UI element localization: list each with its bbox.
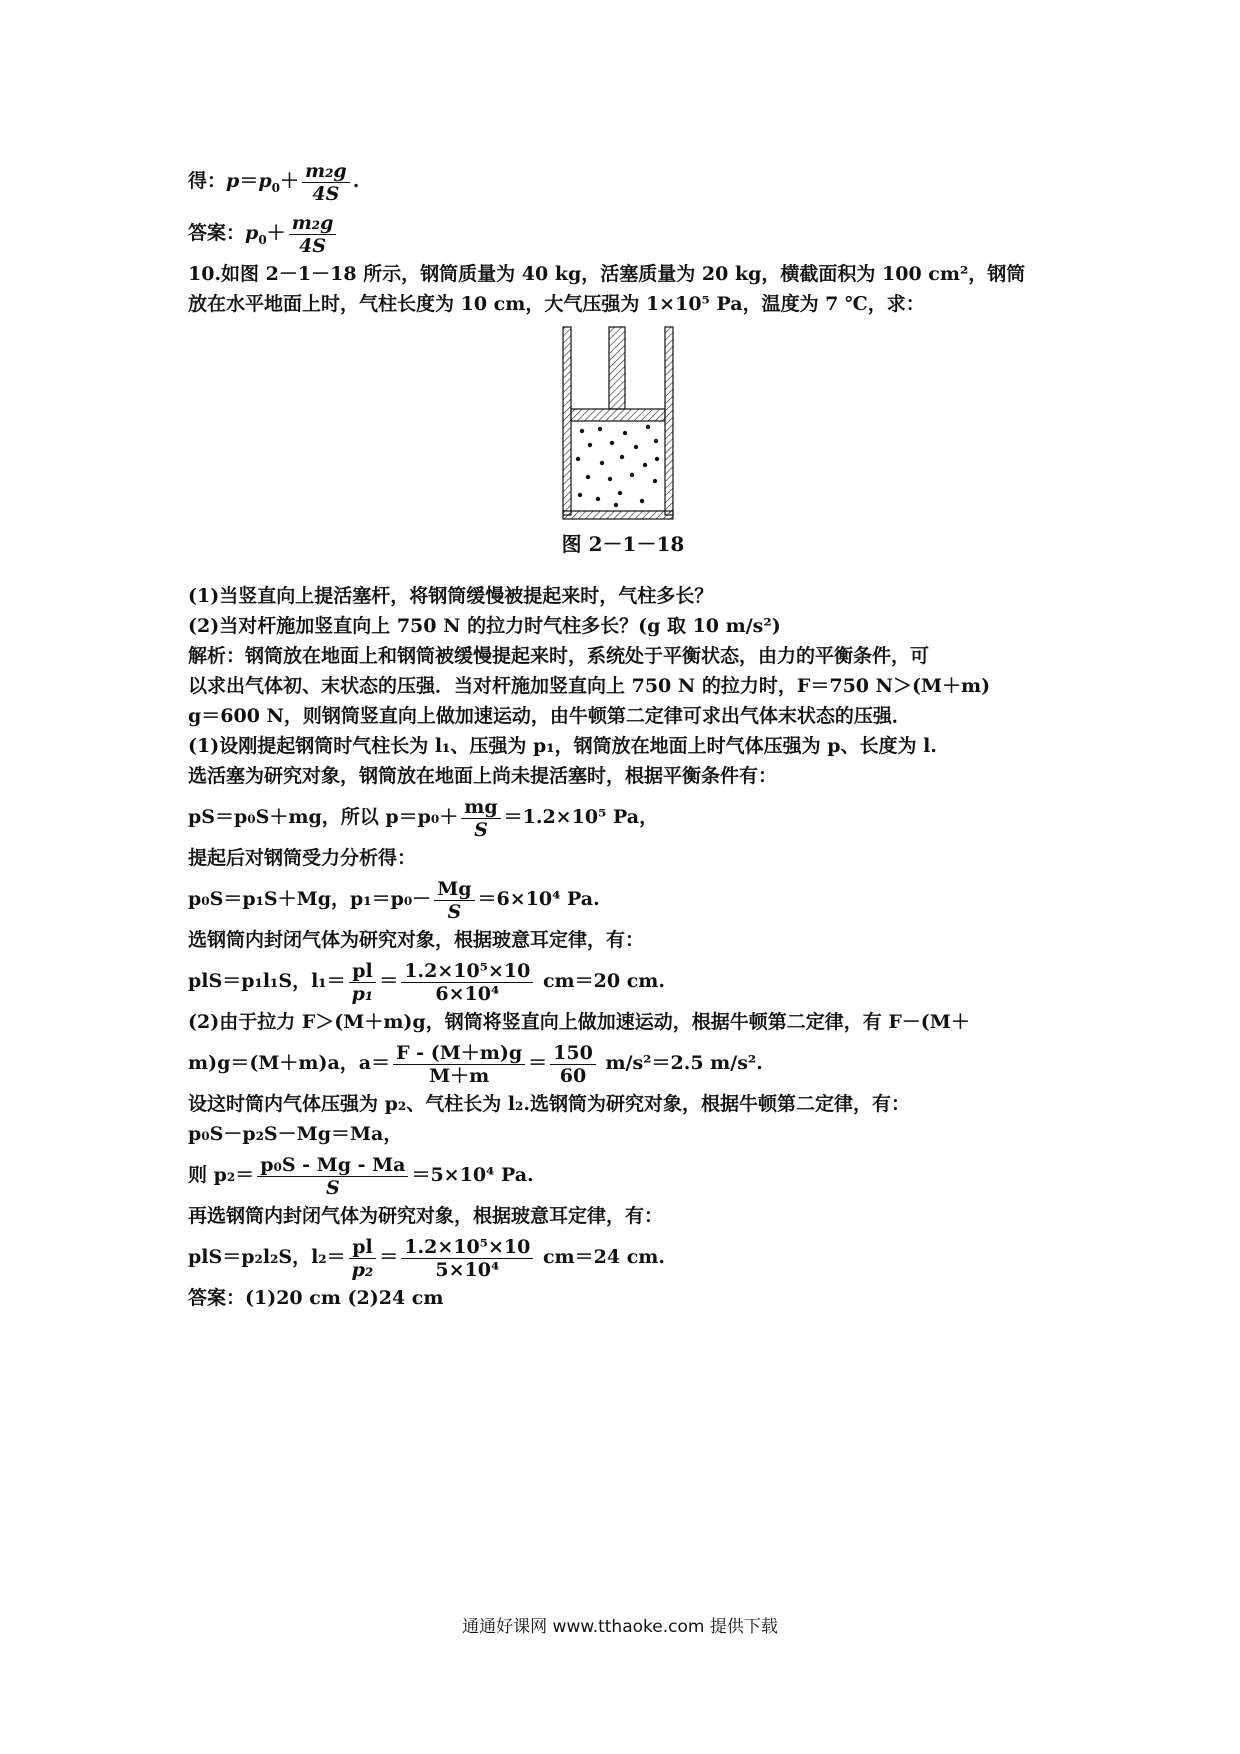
numerator: pl <box>349 1236 377 1259</box>
equation-1 <box>188 791 1058 843</box>
equation-5 <box>188 1149 1058 1201</box>
denominator: 4S <box>299 234 327 257</box>
analysis-line-6: 提起后对钢筒受力分析得： <box>188 847 417 869</box>
numerator: p₀S - Mg - Ma <box>257 1154 408 1177</box>
eq6-right: cm＝24 cm. <box>536 1246 666 1268</box>
cylinder-left-wall <box>563 327 571 515</box>
denominator: 6×10⁴ <box>435 982 500 1005</box>
result-prefix: 得： <box>188 170 227 192</box>
plus: ＋ <box>279 170 299 192</box>
fraction <box>550 1042 596 1087</box>
var-p: p <box>226 170 240 192</box>
eq3-left: plS＝p₁l₁S，l₁＝ <box>188 970 346 992</box>
sub-question-2: (2)当对杆施加竖直向上 750 N 的拉力时气柱多长？(g 取 10 m/s²) <box>188 615 781 637</box>
analysis-line-9: 设这时筒内气体压强为 p₂、气柱长为 l₂.选钢筒为研究对象，根据牛顿第二定律，有： <box>188 1093 910 1115</box>
analysis-line-8: (2)由于拉力 F＞(M＋m)g，钢筒将竖直向上做加速运动，根据牛顿第二定律，有 F－(M＋ <box>188 1011 970 1033</box>
fraction <box>349 960 377 1005</box>
equation-3 <box>188 955 1058 1007</box>
denominator: p₂ <box>351 1258 374 1281</box>
analysis-line-4: (1)设刚提起钢筒时气柱长为 l₁、压强为 p₁，钢筒放在地面上时气体压强为 p、长度为 l. <box>188 735 937 757</box>
fraction <box>289 212 337 257</box>
eq1-right: ＝1.2×10⁵ Pa， <box>503 806 659 828</box>
cylinder-diagram <box>0 319 1240 525</box>
fraction <box>257 1154 408 1199</box>
denominator: M＋m <box>429 1064 490 1087</box>
figure-caption: 图 2－1－18 <box>561 532 685 556</box>
eq2-right: ＝6×10⁴ Pa. <box>477 888 600 910</box>
final-answer: 答案：(1)20 cm (2)24 cm <box>188 1287 444 1309</box>
analysis-line-2: 以求出气体初、末状态的压强．当对杆施加竖直向上 750 N 的拉力时，F＝750 N＞(M＋m) <box>188 675 991 697</box>
numerator: m₂g <box>289 212 337 235</box>
denominator: 4S <box>312 182 340 205</box>
analysis-line-11: 再选钢筒内封闭气体为研究对象，根据玻意耳定律，有： <box>188 1205 664 1227</box>
subscript: 0 <box>258 232 267 247</box>
numerator: mg <box>461 796 500 819</box>
gas-molecules <box>576 425 659 507</box>
sub-question-1: (1)当竖直向上提活塞杆，将钢筒缓慢被提起来时，气柱多长？ <box>188 585 714 607</box>
var-p0: p <box>245 222 259 244</box>
equation-6 <box>188 1231 1058 1283</box>
numerator: m₂g <box>302 160 350 183</box>
eq1-left: pS＝p₀S＋mg，所以 p＝p₀＋ <box>188 806 459 828</box>
answer-line <box>188 207 1058 259</box>
analysis-line-3: g＝600 N，则钢筒竖直向上做加速运动，由牛顿第二定律可求出气体末状态的压强． <box>188 705 911 727</box>
equals: ＝ <box>239 170 259 192</box>
period: . <box>352 170 360 192</box>
numerator: 1.2×10⁵×10 <box>401 960 533 983</box>
denominator: S <box>474 818 488 841</box>
equation-2 <box>188 873 1058 925</box>
cylinder-right-wall <box>665 327 673 515</box>
eq5-right: ＝5×10⁴ Pa. <box>411 1164 534 1186</box>
result-line <box>188 155 1058 207</box>
cylinder-figure <box>0 319 1240 559</box>
equals: ＝ <box>528 1052 548 1074</box>
equals: ＝ <box>379 970 399 992</box>
var-p0: p <box>258 170 272 192</box>
numerator: pl <box>349 960 377 983</box>
fraction <box>393 1042 525 1087</box>
equation-4 <box>188 1037 1058 1089</box>
eq6-left: plS＝p₂l₂S，l₂＝ <box>188 1246 346 1268</box>
cylinder-bottom <box>563 511 673 519</box>
analysis-line-10: p₀S－p₂S－Mg＝Ma， <box>188 1123 403 1145</box>
question-line-2: 放在水平地面上时，气柱长度为 10 cm，大气压强为 1×10⁵ Pa，温度为 7 ℃，求： <box>188 293 925 315</box>
plus: ＋ <box>266 222 286 244</box>
eq2-left: p₀S＝p₁S＋Mg，p₁＝p₀－ <box>188 888 432 910</box>
fraction <box>461 796 500 841</box>
eq4-right: m/s²＝2.5 m/s². <box>598 1052 763 1074</box>
fraction <box>434 878 474 923</box>
eq4-left: m)g＝(M＋m)a，a＝ <box>188 1052 391 1074</box>
eq3-right: cm＝20 cm. <box>536 970 666 992</box>
eq5-left: 则 p₂＝ <box>188 1164 255 1186</box>
document-body <box>188 155 1058 1313</box>
denominator: 5×10⁴ <box>435 1258 500 1281</box>
denominator: S <box>447 900 462 923</box>
numerator: 150 <box>550 1042 596 1065</box>
denominator: 60 <box>559 1064 587 1087</box>
piston-rod <box>609 327 625 409</box>
subscript: 0 <box>271 180 280 195</box>
page-footer: 通通好课网 www.tthaoke.com 提供下载 <box>462 1617 778 1637</box>
denominator: S <box>325 1176 340 1199</box>
question-line-1: 10.如图 2－1－18 所示，钢筒质量为 40 kg，活塞质量为 20 kg，横截面积为 100 cm²，钢筒 <box>188 263 1026 285</box>
fraction <box>401 1236 533 1281</box>
fraction <box>302 160 350 205</box>
fraction <box>349 1236 377 1281</box>
numerator: Mg <box>434 878 474 901</box>
numerator: F - (M＋m)g <box>393 1042 525 1065</box>
numerator: 1.2×10⁵×10 <box>401 1236 533 1259</box>
denominator: p₁ <box>351 982 374 1005</box>
analysis-line-1: 解析：钢筒放在地面上和钢筒被缓慢提起来时，系统处于平衡状态，由力的平衡条件，可 <box>188 645 930 667</box>
fraction <box>401 960 533 1005</box>
analysis-line-5: 选活塞为研究对象，钢筒放在地面上尚未提活塞时，根据平衡条件有： <box>188 765 778 787</box>
piston <box>571 409 665 421</box>
analysis-line-7: 选钢筒内封闭气体为研究对象，根据玻意耳定律，有： <box>188 929 645 951</box>
equals: ＝ <box>379 1246 399 1268</box>
answer-prefix: 答案： <box>188 222 246 244</box>
